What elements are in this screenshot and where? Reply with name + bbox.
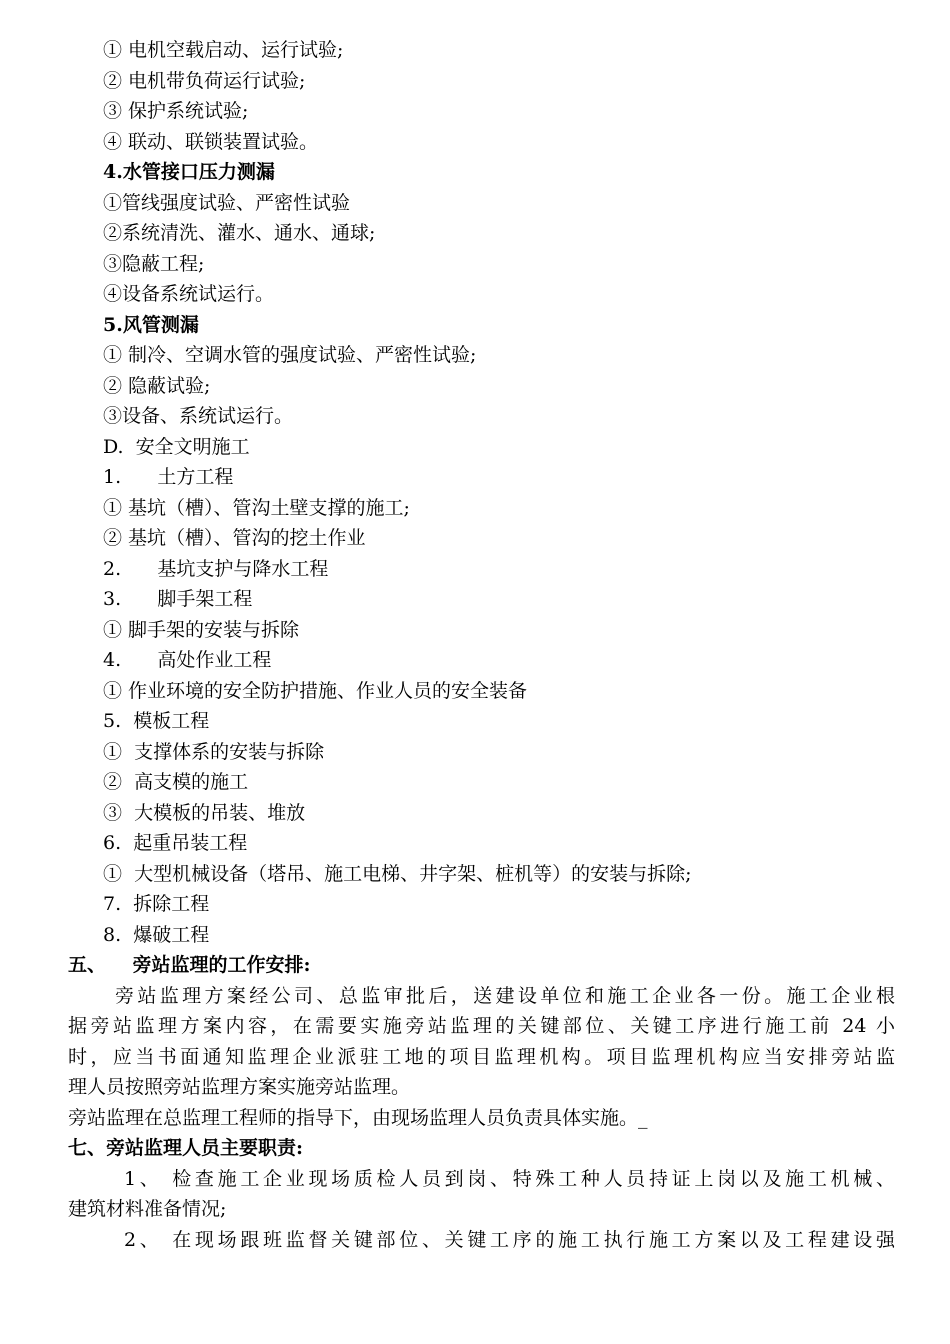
- text-line: 2. 基坑支护与降水工程: [103, 558, 329, 580]
- section-heading: 4.水管接口压力测漏: [103, 161, 275, 183]
- chapter-heading: 五、 旁站监理的工作安排:: [68, 954, 311, 976]
- text-line: ② 基坑（槽）、管沟的挖土作业: [103, 527, 366, 549]
- text-line: ① 基坑（槽）、管沟土壁支撑的施工;: [103, 497, 410, 519]
- section-heading: 5.风管测漏: [103, 314, 199, 336]
- text-line: ② 隐蔽试验;: [103, 375, 211, 397]
- text-line: ① 大型机械设备（塔吊、施工电梯、井字架、桩机等）的安装与拆除;: [103, 863, 692, 885]
- text-line: ① 作业环境的安全防护措施、作业人员的安全装备: [103, 680, 528, 702]
- text-line: ④设备系统试运行。: [103, 283, 275, 305]
- text-line: ④ 联动、联锁装置试验。: [103, 131, 319, 153]
- text-line: ③设备、系统试运行。: [103, 405, 294, 427]
- text-line: 5. 模板工程: [103, 710, 210, 732]
- text-line: D. 安全文明施工: [103, 436, 250, 458]
- paragraph-line: 理人员按照旁站监理方案实施旁站监理。: [68, 1076, 411, 1098]
- text-line: 3. 脚手架工程: [103, 588, 253, 610]
- text-line: ② 高支模的施工: [103, 771, 249, 793]
- text-line: ③隐蔽工程;: [103, 253, 205, 275]
- text-line: ③ 保护系统试验;: [103, 100, 249, 122]
- text-line: ① 支撑体系的安装与拆除: [103, 741, 325, 763]
- text-line: ② 电机带负荷运行试验;: [103, 70, 306, 92]
- text-line: ① 制冷、空调水管的强度试验、严密性试验;: [103, 344, 477, 366]
- text-line: ① 电机空载启动、运行试验;: [103, 39, 344, 61]
- text-line: 8. 爆破工程: [103, 924, 210, 946]
- text-line: 7. 拆除工程: [103, 893, 210, 915]
- text-line: 6. 起重吊装工程: [103, 832, 248, 854]
- paragraph-line: 1、 检查施工企业现场质检人员到岗、特殊工种人员持证上岗以及施工机械、: [124, 1168, 895, 1190]
- text-line: ① 脚手架的安装与拆除: [103, 619, 300, 641]
- paragraph-line: 2、 在现场跟班监督关键部位、关键工序的施工执行施工方案以及工程建设强: [124, 1229, 895, 1251]
- text-line: ③ 大模板的吊装、堆放: [103, 802, 306, 824]
- text-line: 1. 土方工程: [103, 466, 234, 488]
- paragraph-line: 旁站监理在总监理工程师的指导下，由现场监理人员负责具体实施。_: [68, 1107, 648, 1129]
- chapter-heading: 七、旁站监理人员主要职责:: [68, 1137, 304, 1159]
- text-line: 4. 高处作业工程: [103, 649, 272, 671]
- paragraph-line: 旁站监理方案经公司、总监审批后，送建设单位和施工企业各一份。施工企业根: [115, 985, 895, 1007]
- paragraph-line: 时，应当书面通知监理企业派驻工地的项目监理机构。项目监理机构应当安排旁站监: [68, 1046, 895, 1068]
- paragraph-line: 建筑材料准备情况;: [68, 1198, 227, 1220]
- paragraph-line: 据旁站监理方案内容，在需要实施旁站监理的关键部位、关键工序进行施工前 24 小: [68, 1015, 895, 1037]
- text-line: ①管线强度试验、严密性试验: [103, 192, 351, 214]
- text-line: ②系统清洗、灌水、通水、通球;: [103, 222, 376, 244]
